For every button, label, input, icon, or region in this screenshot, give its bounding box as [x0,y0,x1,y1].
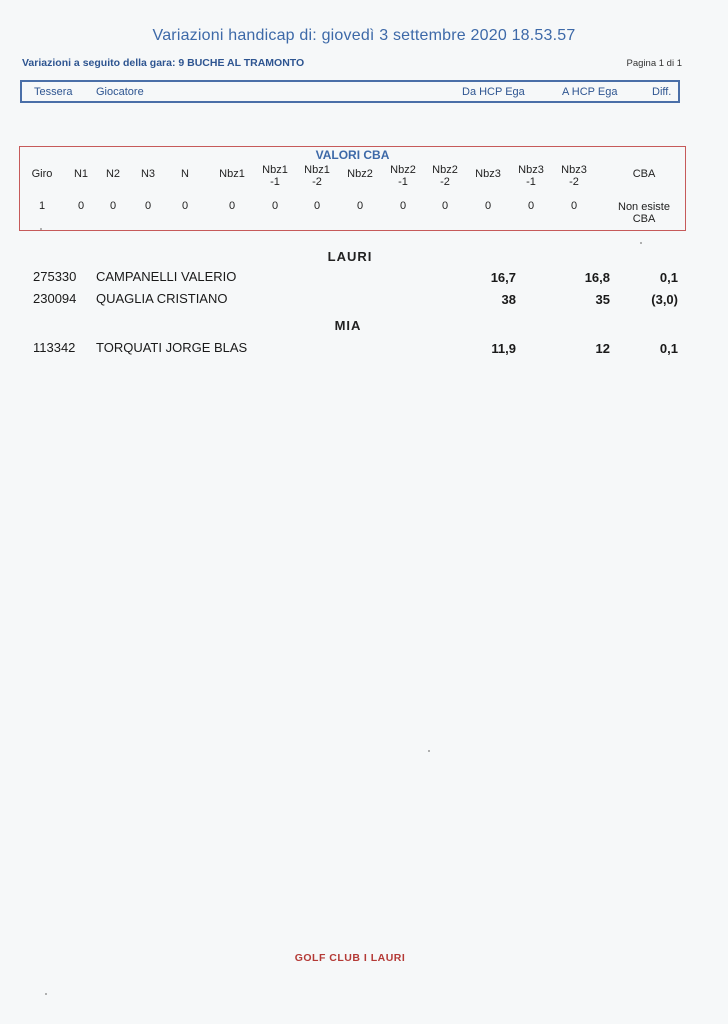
cba-header-n1: N1 [73,168,89,180]
club-heading-mia: MIA [334,318,362,333]
cba-header-nbz1-2: Nbz1 -2 [304,164,330,188]
player-name-cell: TORQUATI JORGE BLAS [96,340,248,355]
tessera-cell: 230094 [33,291,77,306]
a-hcp-cell: 35 [595,292,610,307]
cba-value-n1: 0 [77,200,85,212]
col-tessera: Tessera [34,86,73,98]
tessera-cell: 275330 [33,269,77,284]
da-hcp-cell: 11,9 [491,341,516,356]
diff-cell: 0,1 [659,270,678,285]
cba-value-nbz1-2: 0 [313,200,321,212]
cba-value-nbz3: 0 [484,200,492,212]
club-heading-lauri: LAURI [327,249,373,264]
da-hcp-cell: 16,7 [490,270,516,285]
cba-value-n3: 0 [144,200,152,212]
cba-header-nbz3: Nbz3 [475,168,501,180]
player-name-cell: CAMPANELLI VALERIO [96,269,237,284]
cba-value-nbz2-1: 0 [399,200,407,212]
scan-speck [428,750,430,752]
cba-value-nbz2-2: 0 [441,200,449,212]
da-hcp-cell: 38 [501,292,516,307]
cba-header-nbz1: Nbz1 [219,168,245,180]
cba-value-nbz3-1: 0 [527,200,535,212]
cba-value-n: 0 [181,200,189,212]
competition-subtitle: Variazioni a seguito della gara: 9 BUCHE AL TRAMONTO [22,57,305,69]
col-giocatore: Giocatore [96,86,144,98]
cba-title: VALORI CBA [315,148,390,162]
col-da-hcp: Da HCP Ega [462,86,525,98]
club-footer: GOLF CLUB I LAURI [294,952,406,964]
player-name-cell: QUAGLIA CRISTIANO [96,291,228,306]
cba-header-n2: N2 [105,168,121,180]
cba-header-nbz1-1: Nbz1 -1 [262,164,288,188]
diff-cell: (3,0) [651,292,678,307]
tessera-cell: 113342 [33,340,76,355]
report-title: Variazioni handicap di: giovedì 3 settembre 2020 18.53.57 [152,27,576,44]
cba-value-cba: Non esiste CBA [618,201,670,225]
diff-cell: 0,1 [659,341,678,356]
cba-value-nbz1: 0 [228,200,236,212]
page-number: Pagina 1 di 1 [626,58,682,69]
cba-value-nbz1-1: 0 [271,200,279,212]
cba-value-nbz2: 0 [356,200,364,212]
cba-header-nbz2-1: Nbz2 -1 [390,164,416,188]
cba-header-nbz2: Nbz2 [347,168,373,180]
cba-header-giro: Giro [31,168,53,180]
cba-header-n3: N3 [140,168,156,180]
cba-header-nbz3-2: Nbz3 -2 [561,164,587,188]
cba-header-nbz3-1: Nbz3 -1 [518,164,544,188]
cba-header-n: N [181,168,189,180]
col-diff: Diff. [652,86,672,98]
col-a-hcp: A HCP Ega [562,86,618,98]
cba-value-nbz3-2: 0 [570,200,578,212]
cba-value-giro: 1 [38,200,46,212]
cba-header-cba: CBA [632,168,656,180]
cba-header-nbz2-2: Nbz2 -2 [432,164,458,188]
scan-speck [45,993,47,995]
scan-speck [640,242,642,244]
cba-value-n2: 0 [109,200,117,212]
a-hcp-cell: 16,8 [584,270,610,285]
scan-speck [40,228,42,230]
a-hcp-cell: 12 [595,341,610,356]
